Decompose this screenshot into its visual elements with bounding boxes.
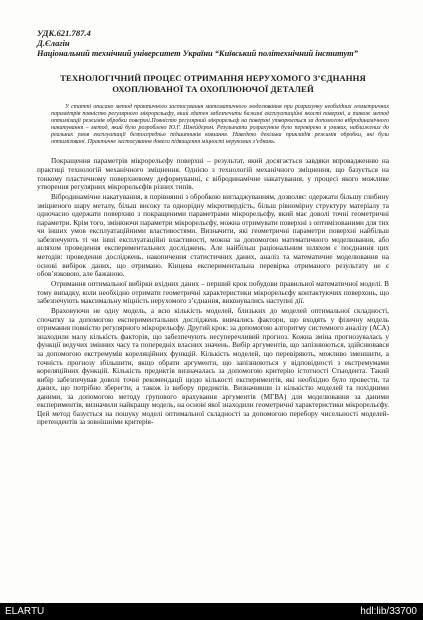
repository-name: ELARTU: [5, 606, 45, 617]
udc-code: УДК.621.787.4: [37, 28, 91, 38]
handle-identifier: hdl:lib/33700: [360, 606, 417, 617]
article-title: ТЕХНОЛОГІЧНИЙ ПРОЦЕС ОТРИМАННЯ НЕРУХОМОГО З’ЄДНАННЯ ОХОПЛЮВАНОЇ ТА ОХОПЛЮЮЧОЇ ДЕТАЛЕЙ: [60, 73, 366, 94]
author-affiliation: Національний технічний університет України “Київський політехнічний інститут”: [37, 49, 358, 58]
author-name: Д.Єлагін: [37, 38, 70, 48]
body-paragraph: Покращення параметрів мікрорельєфу поверхні – результат, який досягається завдяки впровадженню на практиці технологій механічного зміцнення. Однією з технологій механічного зміцнення, що базується на тонкому пластичному поверхневому деформуванні, є вібродинамічне накатування, у процесі якого можливе утворення регулярних мікрорельєфів різних типів.: [37, 157, 389, 192]
body-paragraph: Отримання оптимальної вибірки вхідних даних – перший крок побудови правильної математичної моделі. В тому випадку, коли необхідно отримати геометричні характеристики мікрорельєфу контактуючих поверхонь, що забезпечують максимальну міцність нерухомого з’єднання, виконувались наступні дії.: [37, 280, 389, 306]
page-content: [37, 28, 389, 427]
body-paragraph: Враховуючи не одну модель, а всю кількість моделей, близьких до моделей оптимальної складності, спочатку за допомогою експериментальних досліджень вивчались фактори, що входять у фізичну модель отримання повністю регулярного мікрорельєфу. Другий крок: за допомогою алгоритму системного аналізу (АСА) знаходили малу кількість факторів, що забезпечують несуперечливий прогноз. Кожна зміна прогнозувалась у функції ведучих змінних часу та попередніх власних значень. Вибір аргументів, що запізнюються, здійснювався за допомогою екстремумів кореляційних функцій. Кількість моделей, що перевіряють, можливо зменшити, а точність прогнозу збільшити, якщо обрати аргументи, що запізнюються у відповідності з екстремумами кореляційних функцій. Кількість предиктів визначалась за допомогою критерію істотності Стьюдента. Такий вибір забезпечував доволі точні рекомендації щодо кількості експериментів, які необхідно було провести, та даних, що потрібно зберегти, а також із вибору предиктів. Визначивши із кількістю моделей та похідними даними, за допомогою методу групового врахування аргументів (МГВА) для моделювання за даними експериментів, визначили найкращу модель, на основі якої знаходили геометричні характеристики мікрорельєфу. Цей метод базується на пошуку моделі оптимальної складності за допомогою перебору чисельності моделей-претендентів за зовнішніми критерія-: [37, 307, 389, 427]
footer-bar: [0, 603, 423, 620]
article-body: [37, 157, 389, 426]
abstract: У статті описано метод практичного застосування математичного моделювання при розрахунку необхідних геометричних параметрів повністю регулярного мікрорельєфу, який здатен забезпечити бажані експлуатаційні якості поверхні, а також метод оптимізації режимів обробки поверхні.Повністю регулярний мікрорельєф на поверхні утворюється за допомогою вібродинамічного накатування – метод, який було розроблено Ю.Г. Шнейдером. Результати розрахунків було перевірено в умовах, наближених до реальних умов експлуатації безпосередньо підшипників ковзання. Наведено декілька прикладів режимів обробки, які були оптимізовані. Практичне застосування довело підвищення міцності нерухомих з’єднань.: [51, 104, 389, 145]
body-paragraph: Вібродинамічне накатування, в порівнянні з обробкою вигладжуванням, дозволяє: одержати більшу глибину зміцненого шару металу, більш високу та однорідну мікротвердість, більш рівномірну структуру матеріалу та одночасно одержати поверхню з покращеними параметрами мікрорельєфу, який має доволі точні геометричні параметри. Крім того, змінюючи параметри мікрорельєфу, можна отримувати поверхні з оптимізованими для тих чи інших умов експлуатаційними властивостями. Визначити, які геометричні параметри поверхні найбільш забезпечують ті чи інші експлуатаційні властивості, можна за допомогою математичного моделювання, або шляхом проведення експериментальних досліджень. Але найбільш раціональним шляхом є поєднання цих методів: проведення досліджень, накопичення статистичних даних, аналіз та математичне моделювання на основі вибірок даних, що отримано. Кінцева експериментальна перевірка отриманого результату не є обов’язковою, але бажаною.: [37, 193, 389, 279]
